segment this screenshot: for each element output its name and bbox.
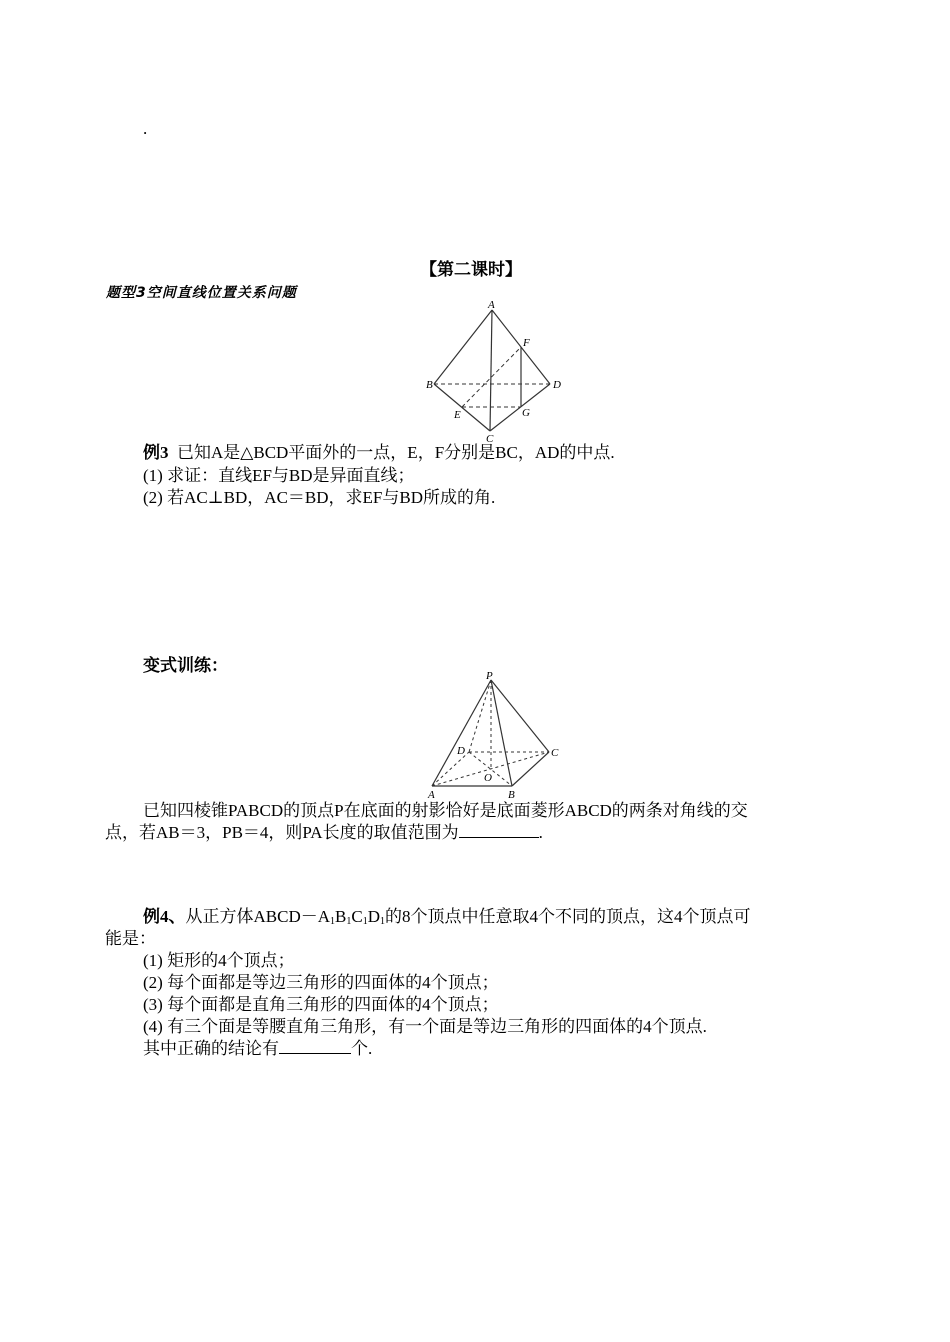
example4-line2: 能是： <box>105 929 156 948</box>
example4-c: C <box>351 907 363 926</box>
label-a: A <box>428 789 435 801</box>
example3-text: 已知A是△BCD平面外的一点，E，F分别是BC，AD的中点. <box>177 443 615 462</box>
example3-label: 例3 <box>143 443 169 462</box>
subscript-2: 1 <box>346 916 352 927</box>
example4-item4: (4) 有三个面是等腰直角三角形，有一个面是等边三角形的四面体的4个顶点. <box>143 1017 707 1036</box>
example4-conclusion <box>143 1038 372 1059</box>
edge-pb <box>491 680 512 786</box>
variation-line2-end: . <box>538 823 543 842</box>
edge-ab <box>434 310 492 384</box>
example4-b: B <box>335 907 347 926</box>
label-o: O <box>484 772 492 784</box>
label-d: D <box>553 379 561 391</box>
variation-line2-text: 点，若AB＝3，PB＝4，则PA长度的取值范围为 <box>105 823 459 842</box>
example4-text-b: 的8个顶点中任意取4个不同的顶点，这4个顶点可 <box>384 907 751 926</box>
variation-label: 变式训练： <box>143 656 228 675</box>
label-d: D <box>457 745 465 757</box>
label-c: C <box>486 433 494 445</box>
label-a: A <box>488 299 495 311</box>
subscript-4: 1 <box>379 916 385 927</box>
label-g: G <box>522 407 530 419</box>
example4-text-a: 从正方体ABCD－A <box>185 907 331 926</box>
example4-item3: (3) 每个面都是直角三角形的四面体的4个顶点； <box>143 995 499 1014</box>
example4-line1 <box>143 906 750 932</box>
topic-title: 题型3空间直线位置关系问题 <box>106 285 297 301</box>
label-p: P <box>486 670 493 682</box>
example4-d: D <box>367 907 380 926</box>
example4-item1: (1) 矩形的4个顶点； <box>143 951 295 970</box>
label-c: C <box>551 747 559 759</box>
conclusion-text: 其中正确的结论有 <box>143 1039 279 1058</box>
example4-label: 例4、 <box>143 907 186 926</box>
answer-blank-2 <box>279 1039 351 1054</box>
subscript-1: 1 <box>330 916 336 927</box>
tetrahedron-figure <box>420 296 570 446</box>
example3-part2: (2) 若AC⊥BD，AC＝BD，求EF与BD所成的角. <box>143 488 496 507</box>
edge-pd-hidden <box>469 680 491 752</box>
edge-pa <box>432 680 491 786</box>
example4-item2: (2) 每个面都是等边三角形的四面体的4个顶点； <box>143 973 499 992</box>
edge-pc <box>491 680 549 752</box>
top-dot: . <box>143 119 148 138</box>
section-title: 【第二课时】 <box>420 260 522 279</box>
label-e: E <box>454 409 461 421</box>
label-b: B <box>426 379 433 391</box>
label-f: F <box>523 337 530 349</box>
variation-line1: 已知四棱锥PABCD的顶点P在底面的射影恰好是底面菱形ABCD的两条对角线的交 <box>143 801 748 820</box>
conclusion-end: 个. <box>351 1039 373 1058</box>
answer-blank <box>459 823 539 838</box>
subscript-3: 1 <box>362 916 368 927</box>
edge-ac <box>490 310 492 431</box>
label-b: B <box>508 789 515 801</box>
variation-line2 <box>105 822 543 843</box>
pyramid-figure <box>420 668 570 802</box>
example3-part1: (1) 求证：直线EF与BD是异面直线； <box>143 466 415 485</box>
example3-line <box>143 442 615 463</box>
